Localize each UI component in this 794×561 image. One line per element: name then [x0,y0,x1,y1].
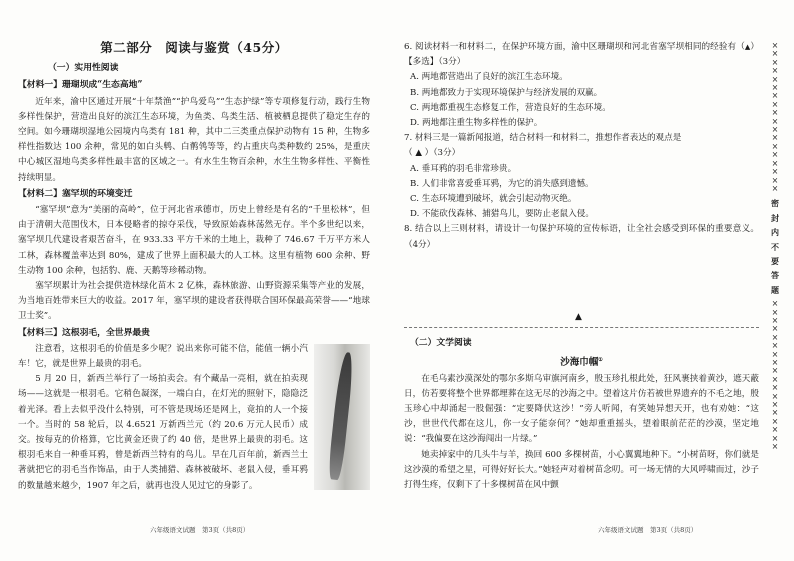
story-title [404,353,759,370]
question-8: 8. 结合以上三则材料，请设计一句保护环境的宣传标语，让全社会感受到环保的重要意义。（4分） [404,224,759,250]
section-practical-reading: （一）实用性阅读 [48,63,119,74]
q7-option-c: C. 生态环境遭到破坏，就会引起动物灭绝。 [410,194,577,205]
literary-reading-section [404,334,759,493]
q8-answer-triangle: ▲ [575,312,582,322]
q7-option-a: A. 垂耳鸦的羽毛非常珍贵。 [410,163,517,174]
feather-icon [327,351,354,480]
story-paragraph-2: 她卖掉家中的几头牛与羊，换回 600 多棵树苗，小心翼翼地种下。“小树苗呀，你们就是这沙漠的希望之星，可得好好长大。”她轻声对着树苗念叨。可一场无情的大风呼啸而过，沙子打得生疼，仅剩下了十多棵树苗在风中颤 [404,449,759,490]
material-2-title: 【材料二】塞罕坝的环境变迁 [18,188,133,199]
answer-blank-triangle: ▲ [744,43,751,51]
story-paragraph-1: 在毛乌素沙漠深处的鄂尔多斯乌审旗河南乡，殷玉珍扎根此处，狂风裹挟着黄沙，遮天蔽日，仿若要将整个世界都埋葬在这无尽的沙海之中。望着这片仿若被世界遗弃的不毛之地，殷玉珍心中却涌起一股倔强：“定要降伏这沙！”旁人听闻，有笑她异想天开，也有劝她：“这沙，世世代代都在这儿，你一女子能奈何？”她却重重摇头，望着眼前茫茫的沙漠，坚定地说：“我偏要在这沙海闯出一片绿。” [404,373,759,445]
question-7-text: 7. 材料三是一篇新闻报道，结合材料一和材料二，推想作者表达的观点是 [404,133,682,144]
material-3-text-1: 注意看，这根羽毛的价值是多少呢？说出来你可能不信，能值一辆小汽车！它，就是世界上最贵的羽毛。 [18,343,308,370]
material-1-text: 近年来，渝中区通过开展“十年禁渔”“护鸟爱鸟”“生态护绿”等专项修复行动，践行生物多样性保护，营造出良好的滨江生态环境，为鱼类、鸟类生活、植被栖息提供了稳定生存的空间。如今珊瑚坝湿地公园境内鸟类有 181 种，其中二三类重点保护动物有 15 种，生物多样性指数达 100 余种，常见的如白头鹎、白鹡鸰等等，约占重庆鸟类种数约 25%，是重庆中心城区湿地鸟类多样性最丰富的区域之一。有水生生物百余种，水生生物多样性、平衡性持续明显。 [18,96,370,183]
material-2-text-2: 塞罕坝累计为社会提供造林绿化苗木 2 亿株，森林旅游、山野资源采集等产业的发展，为当地百姓带来巨大的收益。2017 年，塞罕坝的建设者获得联合国环保最高荣誉——“地球卫士奖”。 [18,281,370,322]
section-literary-reading: （二）文学阅读 [410,338,472,348]
left-column [18,40,370,494]
q6-option-a: A. 两地都营造出了良好的滨江生态环境。 [410,72,568,83]
story-footnote-mark: ① [598,357,603,364]
binding-mark-7: 题 [771,284,779,295]
section-divider [404,327,759,328]
feather-photo [314,344,370,490]
q6-option-c: C. 两地都重视生态修复工作，营造良好的生态环境。 [410,102,611,113]
binding-mark-4: 不 [771,241,779,252]
binding-margin: × × × × × × × × × × × × × × × × × × 密 封 内 不 要 答 题 × × × × × × × × × × × × × × × × × × [768,42,782,532]
binding-mark-5: 要 [771,255,779,266]
q6-option-d: D. 两地都注重生物多样性的保护。 [410,118,543,129]
page-footer-right: 六年级语文试题 第3页（共8页） [598,526,698,534]
right-column [404,40,759,253]
binding-mark-6: 答 [771,270,779,281]
material-2-text: “塞罕坝”意为“美丽的高岭”，位于河北省承德市，历史上曾经是有名的“千里松林”，但由于清朝大范围伐木，日本侵略者的掠夺采伐，导致原始森林荡然无存。半个多世纪以来，塞罕坝几代建设者艰苦奋斗，在 933.33 平方千米的土地上，栽种了 746.67 千万平方米人工林，森林覆盖率达到 80%，建成了世界上面积最大的人工林。这里有植物 600 余种、野生动物 100 余种，包括豹、鹿、天鹅等珍稀动物。 [18,205,370,276]
part-title: 第二部分 阅读与鉴赏（45分） [100,40,288,55]
binding-mark-3: 内 [771,227,779,238]
q6-option-b: B. 两地都致力于实现环境保护与经济发展的双赢。 [410,87,603,98]
q7-option-b: B. 人们非常喜爱垂耳鸦，为它的消失感到遗憾。 [410,178,594,189]
page-footer-left: 六年级语文试题 第3页（共8页） [150,526,250,534]
material-3-text-2: 5 月 20 日，新西兰举行了一场拍卖会。有个藏品一亮相，就在拍卖现场——这就是一根羽毛。它稍色凝深，一端白白，在灯光的照射下，隐隐泛着光泽。看上去似乎没什么特别，可不管是现场还是网上，竟拍的人一个接一个。当时的 58 轮后，以 4.6521 万新西兰元（约 20.6 万元人民币）成交。按每克的价格算，它比黄金还贵了约 40 倍，是世界上最贵的羽毛。这根羽毛来自一种垂耳鸦，曾是新西兰特有的鸟儿。早在几百年前，新西兰土著就把它的羽毛当作饰品，由于人类捕猎、森林被破坏、老鼠入侵，垂耳鸦的数量越来越少，1907 年之后，就再也没人见过它的身影了。 [18,374,308,491]
material-3-title: 【材料三】这根羽毛，全世界最贵 [18,327,150,338]
q7-option-d: D. 不能砍伐森林、捕猎鸟儿，要防止老鼠入侵。 [410,209,594,220]
story-title-text: 沙海巾帼 [560,357,599,369]
question-7 [404,131,759,146]
material-1-title: 【材料一】珊瑚坝成“生态高地” [18,80,143,91]
question-6 [404,40,759,70]
question-7-tail: （ ▲ ）（3分） [404,148,461,159]
binding-mark-1: 密 [771,198,779,209]
question-6-text: 6. 阅读材料一和材料二，在保护环境方面，渝中区珊瑚坝和河北省塞罕坝相同的经验有（ [404,42,745,52]
binding-mark-2: 封 [771,212,779,223]
question-6-tail: ）【多选】（3分） [404,42,760,68]
